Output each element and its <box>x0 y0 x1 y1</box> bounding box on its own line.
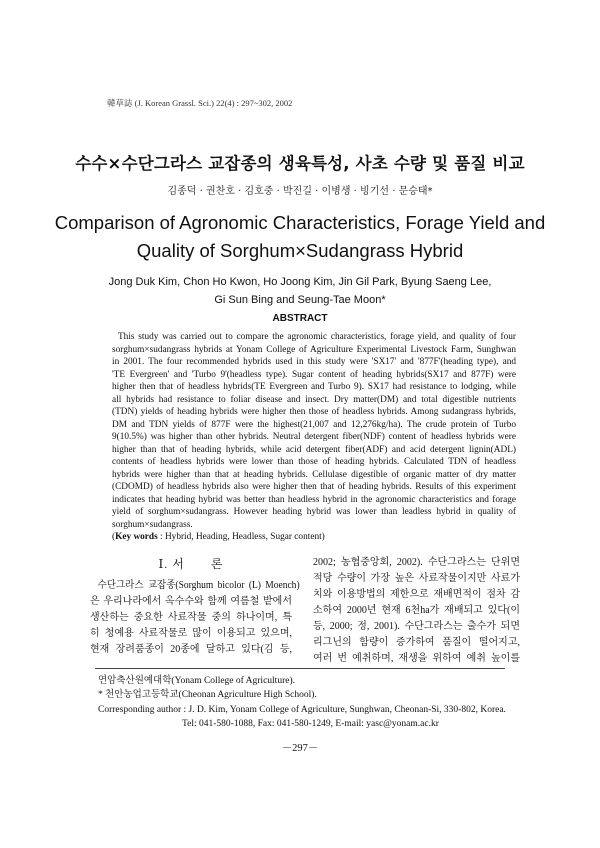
abstract-line: higher than that of heading hybrids, while acid detergent fiber(ADF) and acid detergent lignin(ADL) <box>112 444 516 455</box>
footnote-affiliation-2: * 천안농업고등학교(Cheonan Agriculture High School). <box>98 690 317 700</box>
keywords-label: Key words <box>115 532 158 542</box>
keywords-list: : Hybrid, Heading, Headless, Sugar content) <box>160 532 325 542</box>
body-line: 히 청예용 사료작물로 많이 이용되고 있으며, <box>90 628 292 639</box>
abstract-line: This study was carried out to compare the agronomic characteristics, forage yield, and quality of four <box>118 332 516 342</box>
keywords: (Key words : Hybrid, Heading, Headless, Sugar content) <box>112 532 325 542</box>
body-line: 생산하는 중요한 사료작물 중의 하나이며, 특 <box>90 612 292 623</box>
body-line: 은 우리나라에서 옥수수와 함께 여름철 밭에서 <box>90 596 292 607</box>
english-authors-line-2: Gi Sun Bing and Seung-Tae Moon* <box>214 294 386 306</box>
footnote-divider <box>95 668 505 669</box>
section-heading-introduction: Ⅰ. 서 론 <box>158 557 224 571</box>
abstract-line: hybrids were higher than that at heading hybrids. Cellulase digestible of organic matter of dry matter <box>112 469 516 480</box>
body-line: 리그닌의 함량이 증가하여 품질이 떨어지고, <box>313 637 520 648</box>
abstract-heading: ABSTRACT <box>272 313 328 324</box>
abstract-line: (CDOMD) of headless hybrids also were higher then that of heading hybrids. Results of this experiment <box>112 482 516 492</box>
body-line: 2002; 농협중앙회, 2002). 수단그라스는 단위면 <box>313 557 520 568</box>
abstract-line: all hybrids had resistance to foliar disease and insect. Dry matter(DM) and total digestible nutrients <box>112 394 516 405</box>
footnote-contact: Tel: 041-580-1088, Fax: 041-580-1249, E-mail: yasc@yonam.ac.kr <box>182 719 439 729</box>
body-line: 소하여 2000년 현재 6천ha가 재배되고 있다(이 <box>313 605 520 616</box>
journal-citation: 韓草誌 (J. Korean Grassl. Sci.) 22(4) : 297~302, 2002 <box>107 98 293 108</box>
body-line: 치와 이용방법의 제한으로 재배면적이 점차 감 <box>313 589 520 600</box>
footnote-corresponding-author: Corresponding author : J. D. Kim, Yonam College of Agriculture, Sunghwan, Cheonan-Si, 330-802, Korea. <box>98 705 506 715</box>
abstract-line: sorghum×sudangrass. <box>112 519 193 530</box>
english-title-line-1: Comparison of Agronomic Characteristics, Forage Yield and <box>54 212 546 233</box>
page-number: －297－ <box>281 743 319 754</box>
body-line: 현재 장려품종이 20종에 달하고 있다(김 등, <box>90 644 292 655</box>
right-column-text <box>313 555 520 667</box>
body-line: 등, 2000; 정, 2001). 수단그라스는 출수가 되면 <box>313 621 520 632</box>
body-line: 여러 번 예취하며, 재생을 위하여 예취 높이를 <box>313 653 520 664</box>
abstract-line: higher then that of headless hybrids(TE Evergreen and Turbo 9). SX17 had resistance to lodging, while <box>112 382 516 392</box>
abstract-line: contents of headless hybrids were lower than those of heading hybrids. Calculated TDN of headless <box>112 457 516 467</box>
abstract-line: 'TE Evergreen' and 'Turbo 9'(headless type). Sugar content of heading hybrids(SX17 and 877F) were <box>112 369 516 380</box>
abstract-line: sorghum×sudangrass hybrids at Yonam College of Agriculture Experimental Livestock Farm, Sunghwan <box>112 344 516 355</box>
english-title-line-2: Quality of Sorghum×Sudangrass Hybrid <box>136 240 464 261</box>
korean-title: 수수×수단그라스 교잡종의 생육특성, 사초 수량 및 품질 비교 <box>75 154 525 173</box>
abstract-line: 9(10.5%) was higher than other hybrids. Neutral detergent fiber(NDF) content of headless hybrids were <box>112 432 516 442</box>
footnote-affiliation-1: 연암축산원예대학(Yonam College of Agriculture). <box>98 676 295 686</box>
abstract-line: yield of sorghum×sudangrass. However heading hybrid was lower than leadless hybrid in quality of <box>112 507 516 517</box>
abstract-line: indicates that heading hybrid was better than headless hybrid in the agronomic characteristics and forage <box>112 494 516 505</box>
korean-authors: 김종덕 · 권찬호 · 김호중 · 박진길 · 이병생 · 빙기선 · 문승태* <box>167 186 433 197</box>
abstract-line: (TDN) yields of heading hybrids were higher then those of headless hybrids. Among sudangrass hybrids, <box>112 407 516 417</box>
body-line: 수단그라스 교잡종(Sorghum bicolor (L) Moench) <box>97 580 300 591</box>
abstract-line: in 2001. The four recommended hybrids used in this study were 'SX17' and '877F'(heading type), and <box>112 357 516 367</box>
body-line: 적당 수량이 가장 높은 사료작물이지만 사료가 <box>313 573 520 584</box>
left-column-text <box>90 578 300 658</box>
english-authors-line-1: Jong Duk Kim, Chon Ho Kwon, Ho Joong Kim, Jin Gil Park, Byung Saeng Lee, <box>108 276 492 288</box>
abstract-body <box>112 331 516 544</box>
abstract-line: DM and TDN yields of 877F were the highest(21,007 and 12,276kg/ha). The crude protein of Turbo <box>112 419 516 430</box>
